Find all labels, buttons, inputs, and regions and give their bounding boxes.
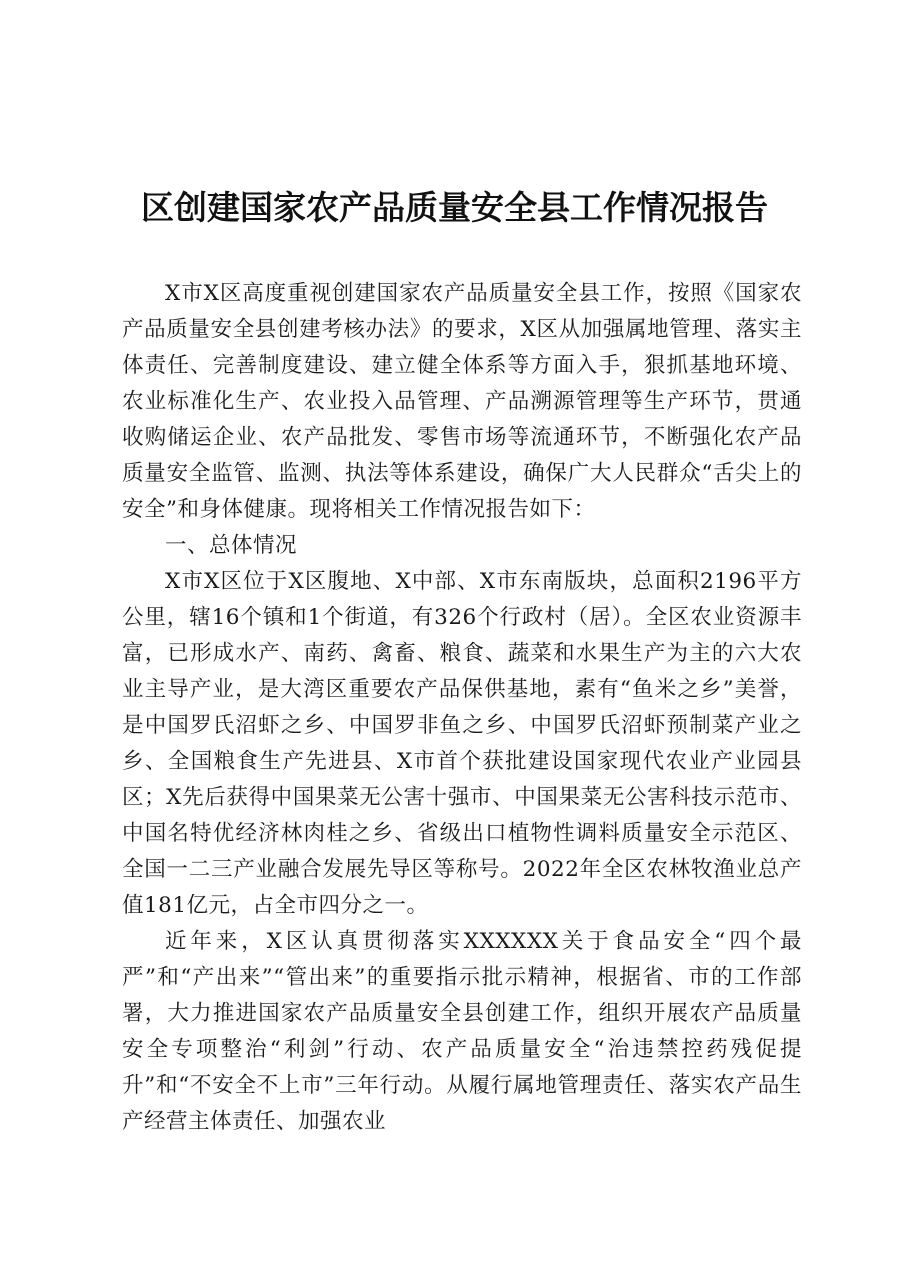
overview-paragraph: X市X区位于X区腹地、X中部、X市东南版块，总面积2196平方公里，辖16个镇和1个街道，有326个行政村（居）。全区农业资源丰富，已形成水产、南药、禽畜、粮食、蔬菜和水果生产为主的六大农业主导产业，是大湾区重要农产品保供基地，素有“鱼米之乡”美誉，是中国罗氏沼虾之乡、中国罗非鱼之乡、中国罗氏沼虾预制菜产业之乡、全国粮食生产先进县、X市首个获批建设国家现代农业产业园县区；X先后获得中国果菜无公害十强市、中国果菜无公害科技示范市、中国名特优经济林肉桂之乡、省级出口植物性调料质量安全示范区、全国一二三产业融合发展先导区等称号。2022年全区农林牧渔业总产值181亿元，占全市四分之一。 xyxy=(122,569,802,918)
document-body xyxy=(122,276,802,1140)
document-title: 区创建国家农产品质量安全县工作情况报告 xyxy=(141,188,768,227)
recent-work-paragraph: 近年来，X区认真贯彻落实XXXXXX关于食品安全“四个最严”和“产出来”“管出来”的重要指示批示精神，根据省、市的工作部署，大力推进国家农产品质量安全县创建工作，组织开展农产品质量安全专项整治“利剑”行动、农产品质量安全“治违禁控药残促提升”和“不安全不上市”三年行动。从履行属地管理责任、落实农产品生产经营主体责任、加强农业 xyxy=(122,929,802,1134)
intro-paragraph: X市X区高度重视创建国家农产品质量安全县工作，按照《国家农产品质量安全县创建考核办法》的要求，X区从加强属地管理、落实主体责任、完善制度建设、建立健全体系等方面入手，狠抓基地环境、农业标准化生产、农业投入品管理、产品溯源管理等生产环节，贯通收购储运企业、农产品批发、零售市场等流通环节，不断强化农产品质量安全监管、监测、执法等体系建设，确保广大人民群众“舌尖上的安全”和身体健康。现将相关工作情况报告如下： xyxy=(122,281,802,522)
section-heading-overview: 一、总体情况 xyxy=(165,533,298,558)
